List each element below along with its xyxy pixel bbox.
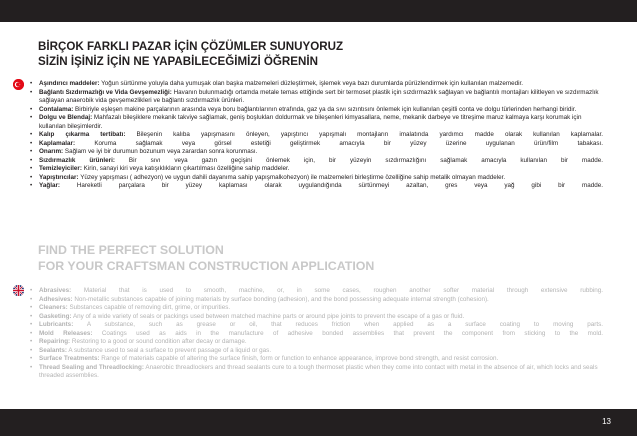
turkish-list-item — [29, 148, 603, 157]
bullet-icon: • — [30, 173, 33, 181]
english-list-item — [29, 355, 603, 364]
english-term: Repairing: — [39, 338, 71, 345]
bullet-icon: • — [30, 131, 33, 138]
bullet-icon: • — [30, 321, 33, 328]
turkish-list-item — [29, 182, 603, 191]
english-term: Adhesives: — [39, 295, 73, 303]
bullet-icon: • — [30, 329, 33, 337]
turkish-heading-line-1: BİRÇOK FARKLI PAZAR İÇİN ÇÖZÜMLER SUNUYORUZ — [38, 40, 344, 53]
english-definition: Restoring to a good or sound condition after decay or damage. — [70, 338, 247, 345]
turkish-term: Yağlar: — [39, 182, 60, 189]
turkish-definition: Kirin, sanayi kiri veya katışıklıkların çıkartılması özelliğine sahip maddeler. — [81, 165, 290, 172]
turkish-term: Aşındırıcı maddeler: — [39, 80, 100, 87]
bullet-icon: • — [30, 114, 33, 121]
english-term: Thread Sealing and Threadlocking: — [39, 363, 144, 371]
turkish-term: Temizleyiciler: — [39, 165, 82, 172]
english-list-item — [29, 338, 603, 347]
turkish-term: Kaplamalar: — [39, 139, 76, 147]
turkish-list-item — [29, 165, 603, 174]
turkish-definition: Bir sıvı veya gazın geçişini önlemek için, bir yüzeyin sızdırmazlığını sağlamak amacıyla kullanılan bir madde. — [114, 156, 603, 164]
english-list-item — [29, 304, 603, 313]
turkish-list-item — [29, 80, 603, 89]
bullet-icon: • — [30, 312, 33, 320]
english-list-item — [29, 287, 603, 296]
turkish-heading — [38, 40, 343, 69]
bullet-icon: • — [30, 287, 33, 294]
english-definition: Substances capable of removing dirt, grime, or impurities. — [67, 304, 231, 311]
bullet-icon: • — [30, 304, 33, 311]
english-term: Sealants: — [39, 346, 67, 354]
turkish-term: Contalama: — [39, 105, 74, 113]
english-term: Surface Treatments: — [39, 355, 100, 362]
turkey-flag-icon — [13, 79, 24, 90]
turkish-term: Sızdırmazlık ürünleri: — [39, 156, 115, 164]
english-heading — [38, 243, 374, 274]
english-heading-line-1: FIND THE PERFECT SOLUTION — [38, 243, 224, 257]
turkish-definition: Sağlam ve iyi bir durumun bozunum veya zarardan sonra korunması. — [63, 148, 258, 155]
turkish-definition: Mahfazalı bileşiklere mekanik takviye sağlamak, geniş boşlukları doldurmak ve bileşenleri kimyasallara, neme, mekanik darbeye ve titreşime maruz kalmaya karşı korumak için kullanılan bileşimlerdir. — [39, 114, 582, 130]
turkish-definition: Birbiriyle eşleşen makine parçalarının arasında veya boru bağlantılarının etrafında, gaz ya da sıvı sızıntısını önlemek için kullanılan çeşitli conta ve dolgu türlerinden herhangi biridir. — [73, 105, 577, 113]
english-term: Cleaners: — [39, 304, 68, 311]
bullet-icon: • — [30, 156, 33, 164]
turkish-list-item — [29, 106, 603, 115]
english-term: Mold Releases: — [39, 329, 93, 337]
turkish-term: Yapıştırıcılar: — [39, 173, 79, 181]
turkish-list-item — [29, 131, 603, 140]
turkish-definition: Koruma sağlamak veya görsel estetiği geliştirmek amacıyla bir yüzey üzerine uygulanan ürün/film tabakası. — [75, 139, 603, 147]
bullet-icon: • — [30, 80, 33, 87]
turkish-list-item — [29, 89, 603, 106]
english-definition: Range of materials capable of altering the surface finish, form or function to enhance appearance, improve bond strength, and resist corrosion. — [99, 355, 499, 362]
english-definition: Material that is used to smooth, machine, or, in some cases, roughen another softer material through extensive rubbing. — [71, 287, 603, 294]
uk-flag-icon — [13, 285, 24, 296]
bullet-icon: • — [30, 338, 33, 345]
bullet-icon: • — [30, 148, 33, 155]
english-definition: A substance used to seal a surface to prevent passage of a liquid or gas. — [67, 346, 272, 354]
english-list-item — [29, 347, 603, 356]
turkish-term: Onarım: — [39, 148, 64, 155]
english-definition: Anaerobic threadlockers and thread sealants cure to a tough thermoset plastic when they come into contact with metal in the absence of air, which locks and seals threaded assemblies. — [39, 363, 598, 379]
english-term: Lubricants: — [39, 321, 74, 328]
bullet-icon: • — [30, 295, 33, 303]
turkish-definition: Yoğun sürtünme yoluyla daha yumuşak olan başka malzemeleri düzleştirmek, işlemek veya bazı durumlarda pürüzlendirmek için kullanılan malzemedir. — [99, 80, 524, 87]
bullet-icon: • — [30, 165, 33, 172]
english-definition: A substance, such as grease or oil, that reduces friction when applied as a surface coating to moving parts. — [73, 321, 603, 328]
english-term: Abrasives: — [39, 287, 72, 294]
english-heading-line-2: FOR YOUR CRAFTSMAN CONSTRUCTION APPLICATION — [38, 258, 375, 273]
turkish-list-item — [29, 157, 603, 166]
turkish-term: Kalıp çıkarma tertibatı: — [39, 131, 126, 138]
english-list-item — [29, 330, 603, 339]
bullet-icon: • — [30, 139, 33, 147]
english-term: Gasketing: — [39, 312, 72, 320]
english-list-item — [29, 296, 603, 305]
bullet-icon: • — [30, 355, 33, 362]
bullet-icon: • — [30, 363, 33, 371]
bullet-icon: • — [30, 105, 33, 113]
turkish-definition: Yüzey yapışması ( adhezyon) ve uygun dahili dayanıma sahip yapışmalkohezyon) ile malzemeleri birleştirme özelliğine sahip metalik olmayan maddeler. — [78, 173, 506, 181]
turkish-list-item — [29, 174, 603, 183]
english-definition: Non-metallic substances capable of joining materials by surface bonding (adhesion), and the bond possessing adequate internal strength (cohesion). — [72, 295, 489, 303]
bullet-icon: • — [30, 88, 33, 96]
english-list-item — [29, 321, 603, 330]
turkish-definitions-list — [29, 80, 603, 191]
english-list-item — [29, 313, 603, 322]
turkish-term: Bağlantı Sızdırmazlığı ve Vida Gevşemezliği: — [39, 88, 172, 96]
turkish-list-item — [29, 114, 603, 131]
top-bar — [0, 0, 637, 22]
english-definitions-list — [29, 287, 603, 381]
footer-bar — [0, 409, 637, 436]
page-number: 13 — [602, 417, 611, 426]
bullet-icon: • — [30, 182, 33, 189]
english-list-item — [29, 364, 603, 381]
turkish-term: Dolgu ve Blendaj: — [39, 114, 93, 121]
bullet-icon: • — [30, 346, 33, 354]
turkish-heading-line-2: SİZİN İŞİNİZ İÇİN NE YAPABİLECEĞİMİZİ ÖĞRENİN — [38, 54, 318, 68]
turkish-definition: Havanın bulunmadığı ortamda metale temas ettiğinde sert bir termoset plastik için sızdırmazlık sağlayan ve bağlantılı montajları kilitleyen ve sızdırmazlık sağlayan anaerobik vida gevşemezlikleri ve bağlantı sızdırmazlık ürünleri. — [39, 88, 599, 104]
turkish-list-item — [29, 140, 603, 149]
english-definition: Coatings used as aids in the manufacture of adhesive bonded assemblies that prevent the component from sticking to the mold. — [92, 329, 603, 337]
turkish-definition: Hareketli parçalara bir yüzey kaplaması olarak uygulandığında sürtünmeyi azaltan, gres veya yağ gibi bir madde. — [60, 182, 603, 189]
english-definition: Any of a wide variety of seals or packings used between matched machine parts or around pipe joints to prevent the escape of a gas or fluid. — [71, 312, 465, 320]
turkish-definition: Bileşenin kalıba yapışmasını önleyen, yapıştırıcı yapışmalı montajların imalatında yardımcı madde olarak kullanılan kaplamalar. — [125, 131, 603, 138]
